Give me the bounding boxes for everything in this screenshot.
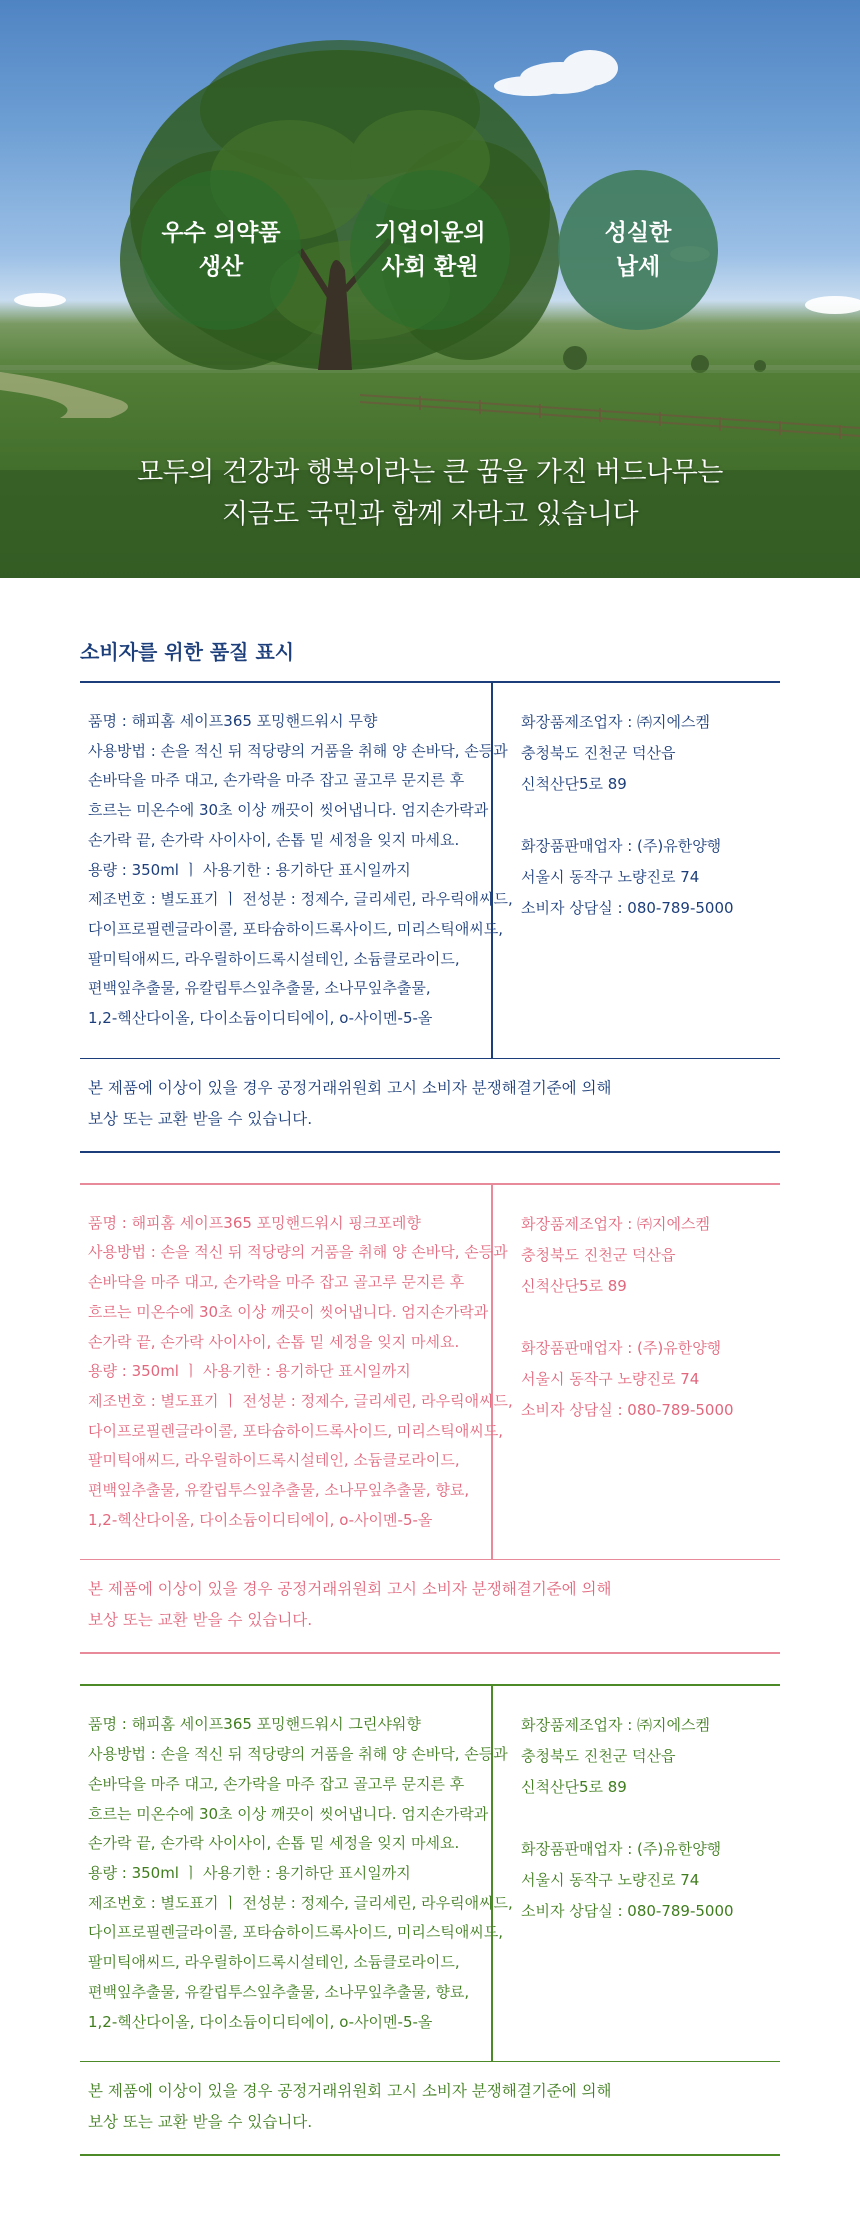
consumer-notice xyxy=(80,1059,780,1153)
detail-line: 팔미틱애씨드, 라우릴하이드록시설테인, 소듐클로라이드, xyxy=(88,949,460,968)
product-info-row xyxy=(80,1686,780,2062)
product-name: 품명 : 해피홈 세이프365 포밍핸드워시 무향 xyxy=(88,712,378,730)
consumer-notice xyxy=(80,1560,780,1654)
quality-label-section xyxy=(0,578,860,2196)
value-circle-social-return xyxy=(350,170,510,330)
value-circle-tax xyxy=(558,170,718,330)
detail-line: 흐르는 미온수에 30초 이상 깨끗이 씻어냅니다. 엄지손가락과 xyxy=(88,1804,489,1823)
detail-line: 손가락 끝, 손가락 사이사이, 손톱 밑 세정을 잊지 마세요. xyxy=(88,830,460,849)
notice-line: 보상 또는 교환 받을 수 있습니다. xyxy=(88,1109,313,1128)
detail-line: 다이프로필렌글라이콜, 포타슘하이드록사이드, 미리스틱애씨드, xyxy=(88,1421,504,1440)
notice-line: 보상 또는 교환 받을 수 있습니다. xyxy=(88,2113,313,2132)
product-info-row xyxy=(80,683,780,1059)
notice-line: 보상 또는 교환 받을 수 있습니다. xyxy=(88,1611,313,1630)
seller-line: 화장품판매업자 : (주)유한양행 xyxy=(521,1338,722,1357)
value-circle-label: 성실한 납세 xyxy=(604,220,672,280)
detail-line: 제조번호 : 별도표기 ㅣ 전성분 : 정제수, 글리세린, 라우릭애씨드, xyxy=(88,1391,513,1410)
seller-line: 서울시 동작구 노량진로 74 xyxy=(521,1871,700,1890)
detail-line: 사용방법 : 손을 적신 뒤 적당량의 거품을 취해 양 손바닥, 손등과 xyxy=(88,1745,508,1764)
detail-line: 용량 : 350ml ㅣ 사용기한 : 용기하단 표시일까지 xyxy=(88,1362,411,1381)
section-title: 소비자를 위한 품질 표시 xyxy=(80,636,780,683)
seller-line: 소비자 상담실 : 080-789-5000 xyxy=(521,1400,734,1419)
manufacturer-line: 화장품제조업자 : ㈜지에스켐 xyxy=(521,713,710,731)
seller-line: 서울시 동작구 노량진로 74 xyxy=(521,868,700,886)
consumer-notice xyxy=(80,2062,780,2156)
company-info xyxy=(493,683,780,1058)
detail-line: 제조번호 : 별도표기 ㅣ 전성분 : 정제수, 글리세린, 라우릭애씨드, xyxy=(88,1893,513,1912)
notice-line: 본 제품에 이상이 있을 경우 공정거래위원회 고시 소비자 분쟁해결기준에 의해 xyxy=(88,1078,612,1097)
seller-line: 소비자 상담실 : 080-789-5000 xyxy=(521,1902,734,1921)
manufacturer-line: 화장품제조업자 : ㈜지에스켐 xyxy=(521,1214,710,1233)
value-circle-label: 우수 의약품 생산 xyxy=(161,220,281,280)
slogan-line: 모두의 건강과 행복이라는 큰 꿈을 가진 버드나무는 xyxy=(137,457,723,488)
value-circle-medicine xyxy=(141,170,301,330)
manufacturer-line: 화장품제조업자 : ㈜지에스켐 xyxy=(521,1716,710,1735)
detail-line: 사용방법 : 손을 적신 뒤 적당량의 거품을 취해 양 손바닥, 손등과 xyxy=(88,1243,508,1262)
slogan-line: 지금도 국민과 함께 자라고 있습니다 xyxy=(221,499,639,530)
seller-line: 화장품판매업자 : (주)유한양행 xyxy=(521,837,722,855)
product-name: 품명 : 해피홈 세이프365 포밍핸드워시 그린샤워향 xyxy=(88,1715,421,1734)
detail-line: 편백잎추출물, 유칼립투스잎추출물, 소나무잎추출물, 향료, xyxy=(88,1982,470,2001)
detail-line: 편백잎추출물, 유칼립투스잎추출물, 소나무잎추출물, 향료, xyxy=(88,1481,470,1500)
detail-line: 1,2-헥산다이올, 다이소듐이디티에이, o-사이멘-5-올 xyxy=(88,1510,433,1529)
detail-line: 1,2-헥산다이올, 다이소듐이디티에이, o-사이멘-5-올 xyxy=(88,1009,433,1028)
product-info-block-unscented xyxy=(80,683,780,1153)
hero-slogan xyxy=(0,452,860,536)
detail-line: 용량 : 350ml ㅣ 사용기한 : 용기하단 표시일까지 xyxy=(88,1863,411,1882)
detail-line: 손바닥을 마주 대고, 손가락을 마주 잡고 골고루 문지른 후 xyxy=(88,771,465,790)
product-info-block-green-shower xyxy=(80,1684,780,2156)
notice-line: 본 제품에 이상이 있을 경우 공정거래위원회 고시 소비자 분쟁해결기준에 의해 xyxy=(88,1580,612,1599)
manufacturer-line: 충청북도 진천군 덕산읍 xyxy=(521,1747,676,1766)
product-details xyxy=(80,683,513,1058)
seller-line: 서울시 동작구 노량진로 74 xyxy=(521,1369,700,1388)
manufacturer-line: 신척산단5로 89 xyxy=(521,1276,627,1295)
manufacturer-line: 신척산단5로 89 xyxy=(521,775,627,793)
hero-banner xyxy=(0,0,860,578)
detail-line: 흐르는 미온수에 30초 이상 깨끗이 씻어냅니다. 엄지손가락과 xyxy=(88,801,489,820)
product-name: 품명 : 해피홈 세이프365 포밍핸드워시 핑크포레향 xyxy=(88,1213,421,1232)
detail-line: 손바닥을 마주 대고, 손가락을 마주 잡고 골고루 문지른 후 xyxy=(88,1273,465,1292)
detail-line: 팔미틱애씨드, 라우릴하이드록시설테인, 소듐클로라이드, xyxy=(88,1451,460,1470)
seller-line: 화장품판매업자 : (주)유한양행 xyxy=(521,1840,722,1859)
detail-line: 팔미틱애씨드, 라우릴하이드록시설테인, 소듐클로라이드, xyxy=(88,1953,460,1972)
detail-line: 다이프로필렌글라이콜, 포타슘하이드록사이드, 미리스틱애씨드, xyxy=(88,1923,504,1942)
detail-line: 손가락 끝, 손가락 사이사이, 손톱 밑 세정을 잊지 마세요. xyxy=(88,1332,460,1351)
detail-line: 손바닥을 마주 대고, 손가락을 마주 잡고 골고루 문지른 후 xyxy=(88,1774,465,1793)
product-info-row xyxy=(80,1185,780,1561)
company-info xyxy=(493,1686,780,2061)
company-info xyxy=(493,1185,780,1560)
detail-line: 편백잎추출물, 유칼립투스잎추출물, 소나무잎추출물, xyxy=(88,979,431,998)
detail-line: 손가락 끝, 손가락 사이사이, 손톱 밑 세정을 잊지 마세요. xyxy=(88,1834,460,1853)
detail-line: 흐르는 미온수에 30초 이상 깨끗이 씻어냅니다. 엄지손가락과 xyxy=(88,1302,489,1321)
detail-line: 1,2-헥산다이올, 다이소듐이디티에이, o-사이멘-5-올 xyxy=(88,2012,433,2031)
product-details xyxy=(80,1686,513,2061)
detail-line: 사용방법 : 손을 적신 뒤 적당량의 거품을 취해 양 손바닥, 손등과 xyxy=(88,741,508,760)
notice-line: 본 제품에 이상이 있을 경우 공정거래위원회 고시 소비자 분쟁해결기준에 의해 xyxy=(88,2082,612,2101)
detail-line: 다이프로필렌글라이콜, 포타슘하이드록사이드, 미리스틱애씨드, xyxy=(88,919,504,938)
manufacturer-line: 충청북도 진천군 덕산읍 xyxy=(521,744,676,762)
manufacturer-line: 충청북도 진천군 덕산읍 xyxy=(521,1245,676,1264)
manufacturer-line: 신척산단5로 89 xyxy=(521,1778,627,1797)
detail-line: 제조번호 : 별도표기 ㅣ 전성분 : 정제수, 글리세린, 라우릭애씨드, xyxy=(88,890,513,909)
product-info-block-pink-forest xyxy=(80,1183,780,1655)
seller-line: 소비자 상담실 : 080-789-5000 xyxy=(521,899,734,917)
product-details xyxy=(80,1185,513,1560)
detail-line: 용량 : 350ml ㅣ 사용기한 : 용기하단 표시일까지 xyxy=(88,860,411,879)
value-circle-label: 기업이윤의 사회 환원 xyxy=(374,220,486,280)
